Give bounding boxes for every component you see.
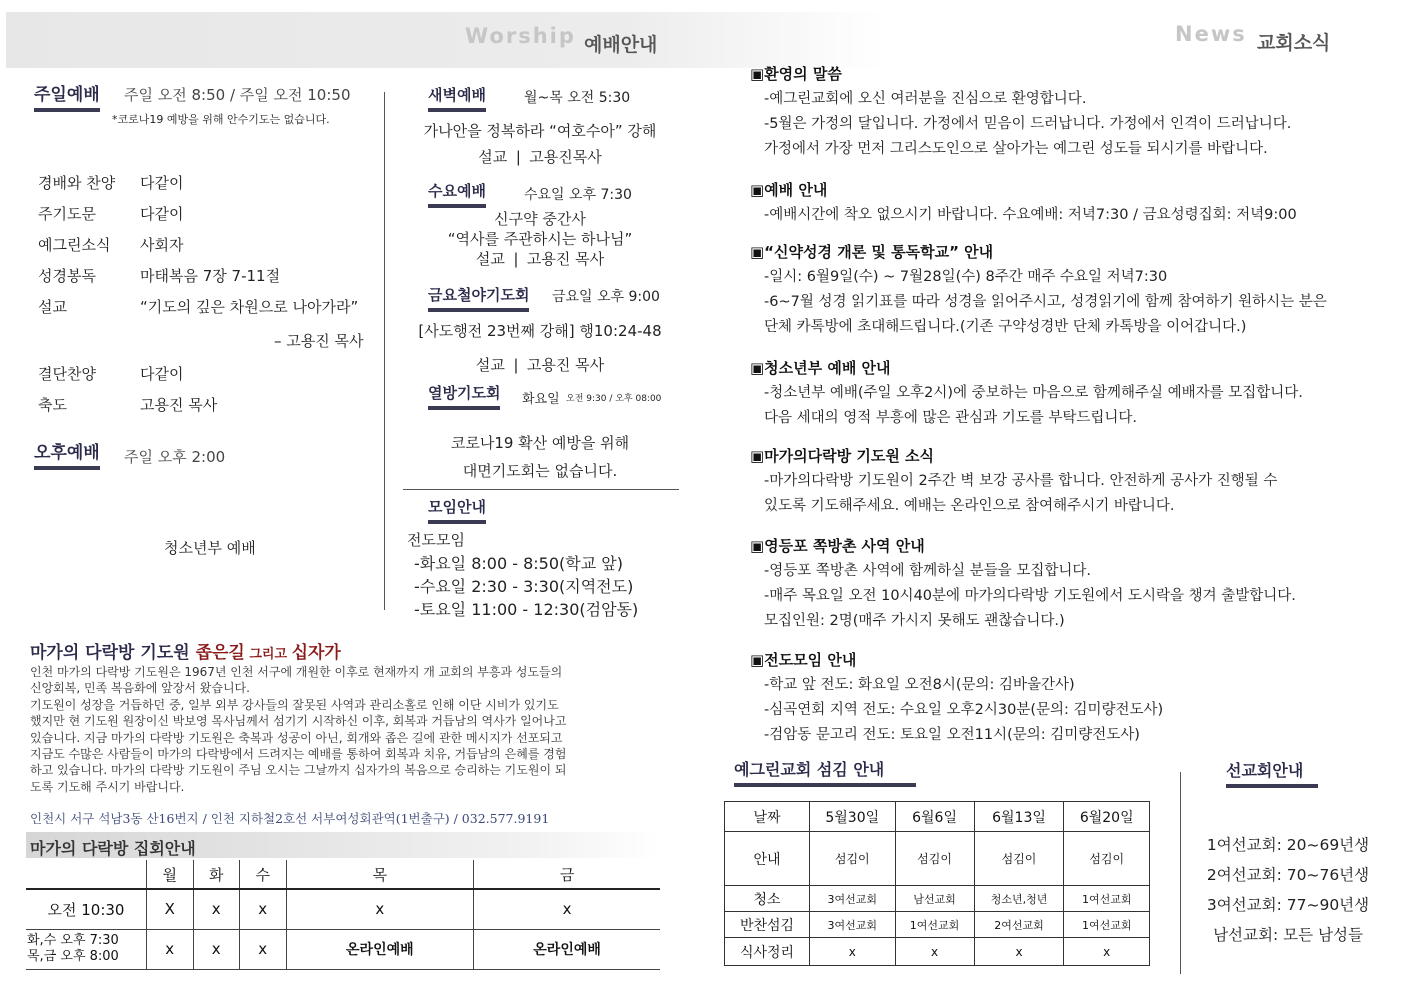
evangelism-meeting-head: 전도모임 [407,531,465,549]
meeting-item: -수요일 2:30 - 3:30(지역전도) [414,577,634,596]
news-item-line: 다음 세대의 영적 부흥에 많은 관심과 기도를 부탁드립니다. [764,410,1138,426]
dawn-worship-time: 월~목 오전 5:30 [524,90,631,106]
news-item [750,240,1327,340]
news-item-line: -심곡연회 지역 전도: 수요일 오후2시30분(문의: 김미량전도사) [764,702,1164,718]
sunday-note: *코로나19 예방을 위해 안수기도는 없습니다. [112,113,330,126]
serving-cell: 섬김이 [974,832,1064,886]
schedule-cell: x [193,929,240,969]
serving-cell: x [1064,938,1150,966]
schedule-cell: x [193,889,240,929]
nations-prayer-note2: 대면기도회는 없습니다. [462,462,618,480]
worship-order-row [38,234,183,255]
serving-cell: x [895,938,974,966]
news-item [750,648,1163,748]
worship-order-row [38,172,183,193]
news-item-line: -학교 앞 전도: 화요일 오전8시(문의: 김바울간사) [764,677,1075,693]
schedule-cell: x [147,929,194,969]
schedule-cell: 온라인예배 [474,929,660,969]
friday-preacher: 설교 ❘ 고용진 목사 [475,356,605,374]
serving-row-label: 반찬섬김 [725,912,810,938]
serving-cell: 1여선교회 [1064,886,1150,912]
worship-order-item: 성경봉독 [38,267,96,285]
serving-cell: x [810,938,896,966]
description-line: 인천 마가의 다락방 기도원은 1967년 인천 서구에 개원한 이후로 현재까지 개 교회의 부흥과 성도들의 [30,665,563,679]
serving-cell: x [974,938,1064,966]
worship-order-item: 결단찬양 [38,365,96,383]
serving-date: 6월6일 [895,802,974,832]
schedule-day: 월 [147,860,194,889]
news-item [750,444,1277,519]
worship-order-row [38,265,280,286]
schedule-day: 목 [286,860,474,889]
serving-row-label: 식사정리 [725,938,810,966]
mission-group: 남선교회: 모든 남성들 [1213,926,1363,944]
mission-group: 2여선교회: 70~76년생 [1206,866,1370,884]
meetings-divider [403,489,679,490]
friday-sermon: [사도행전 23번째 강해] 행10:24-48 [418,322,662,340]
schedule-day: 금 [474,860,660,889]
news-item-line: -5월은 가정의 달입니다. 가정에서 믿음이 드러납니다. 가정에서 인격이 드러납니다. [764,116,1292,132]
serving-cell: 2여선교회 [974,912,1064,938]
worship-header-band [6,12,886,68]
serving-date: 5월30일 [810,802,896,832]
schedule-row-label [26,929,147,969]
prayer-house-address: 인천시 서구 석남3동 산16번지 / 인천 지하철2호선 서부여성회관역(1번출구) / 032.577.9191 [30,811,550,826]
sunday-worship-title: 주일예배 [34,80,100,112]
description-line: 기도원이 성장을 거듭하던 중, 일부 외부 강사들의 잘못된 사역과 관리소홀로 인해 이단 시비가 있기도 [30,697,559,712]
description-line: 하고 있습니다. 마가의 다락방 기도원이 주님 오시는 그날까지 십자가의 복음으로 승리하는 기도원이 되 [30,763,567,778]
narrow-way: 좁은길 [195,643,245,663]
news-item-title: ▣환영의 말씀 [750,65,842,83]
news-item-line: -매주 목요일 오전 10시40분에 마가의다락방 기도원에서 도시락을 챙겨 출발합니다. [764,588,1296,604]
news-item-line: -예그린교회에 오신 여러분을 진심으로 환영합니다. [764,91,1087,107]
afternoon-worship-title: 오후예배 [34,438,100,470]
schedule-corner [26,860,147,889]
news-item-line: -검암동 문고리 전도: 토요일 오전11시(문의: 김미량전도사) [764,727,1140,743]
worship-order-row [38,363,183,384]
schedule-cell: x [286,889,474,929]
worship-order-who: 사회자 [140,236,184,254]
wednesday-worship-title: 수요예배 [428,180,486,208]
dawn-worship-title: 새벽예배 [428,84,486,112]
news-item-line: -영등포 쪽방촌 사역에 함께하실 분들을 모집합니다. [764,563,1092,579]
description-line: 했지만 현 기도원 원장이신 박보영 목사님께서 섬기기 시작하신 이후, 회복과 거듭남의 역사가 일어나고 [30,714,567,729]
news-item-line: 있도록 기도해주세요. 예배는 온라인으로 참여해주시기 바랍니다. [764,498,1175,514]
worship-order-who: 마태복음 7장 7-11절 [140,267,281,285]
mission-group: 3여선교회: 77~90년생 [1206,896,1370,914]
worship-order-who: 다같이 [140,205,184,223]
worship-order-who: “기도의 깊은 차원으로 나아가라” [140,298,359,316]
news-item-title: ▣“신약성경 개론 및 통독학교” 안내 [750,243,994,261]
schedule-day: 수 [240,860,287,889]
worship-order-item: 경배와 찬양 [38,174,116,192]
table-row [725,832,1150,886]
worship-order-who: 고용진 목사 [140,396,218,414]
news-item-line: -마가의다락방 기도원이 2주간 벽 보강 공사를 합니다. 안전하게 공사가 진행될 수 [764,473,1278,489]
evangelism-meeting-list [414,552,638,621]
schedule-cell: x [240,889,287,929]
wednesday-preacher: 설교 ❘ 고용진 목사 [475,250,605,268]
nations-prayer-note1: 코로나19 확산 예방을 위해 [450,434,630,452]
missions-title: 선교회안내 [1226,758,1318,788]
worship-order-item: 축도 [38,396,67,414]
missions-list [1190,830,1386,950]
cross: 십자가 [291,643,341,663]
serving-cell: 청소년,청년 [974,886,1064,912]
nations-prayer-title: 열방기도회 [428,382,500,410]
friday-prayer-time: 금요일 오후 9:00 [552,289,660,305]
schedule-row-label-line: 목,금 오후 8:00 [27,949,119,964]
worship-order-item: 설교 [38,298,67,316]
news-item-line: -청소년부 예배(주일 오후2시)에 중보하는 마음으로 함께해주실 예배자를 모집합니다. [764,385,1303,401]
worship-order-item: 주기도문 [38,205,96,223]
table-row [26,889,660,929]
table-row [725,886,1150,912]
sunday-worship-times: 주일 오전 8:50 / 주일 오전 10:50 [124,86,351,104]
schedule-day: 화 [193,860,240,889]
table-row [26,929,660,969]
meeting-item: -토요일 11:00 - 12:30(검암동) [414,600,639,619]
description-line: 신앙회복, 민족 복음화에 앞장서 왔습니다. [30,681,250,696]
description-line: 지금도 수많은 사람들이 마가의 다락방에서 드려지는 예배를 통하여 회복과 치유, 거듭남의 은혜를 경험 [30,747,567,762]
worship-order-who: 다같이 [140,174,184,192]
serving-date: 6월13일 [974,802,1064,832]
table-row [725,912,1150,938]
news-item-line: 단체 카톡방에 초대해드립니다.(기존 구약성경반 단체 카톡방을 이어갑니다.) [764,319,1247,335]
missions-divider [1180,772,1181,974]
news-item [750,356,1303,431]
schedule-cell: x [474,889,660,929]
meeting-item: -화요일 8:00 - 8:50(학교 앞) [414,554,623,573]
nations-prayer-day: 화요일 [522,392,560,407]
news-header-ko: 교회소식 [1257,32,1331,54]
description-line: 있습니다. 지금 마가의 다락방 기도원은 축복과 성공이 아닌, 회개와 좁은 길에 관한 메시지가 선포되고 [30,730,563,745]
schedule-cell: x [240,929,287,969]
serving-cell: 1여선교회 [895,912,974,938]
news-item-line: 가정에서 가장 먼저 그리스도인으로 살아가는 예그린 성도들 되시기를 바랍니다. [764,141,1268,157]
serving-cell: 섬김이 [810,832,896,886]
serving-cell: 3여선교회 [810,886,896,912]
serving-title: 예그린교회 섬김 안내 [734,757,916,787]
sermon-preacher: – 고용진 목사 [274,332,364,350]
news-item [750,534,1296,634]
schedule-cell: 온라인예배 [286,929,474,969]
prayer-house-name: 마가의 다락방 기도원 [30,643,196,663]
worship-order-item: 예그린소식 [38,236,111,254]
serving-table [724,801,1150,966]
news-item-line: -예배시간에 착오 없으시기 바랍니다. 수요예배: 저녁7:30 / 금요성령집회: 저녁9:00 [764,207,1297,223]
dawn-preacher: 설교 ❘ 고용진목사 [478,148,602,166]
afternoon-worship-time: 주일 오후 2:00 [124,448,226,466]
serving-cell: 섬김이 [895,832,974,886]
news-item-title: ▣영등포 쪽방촌 사역 안내 [750,537,925,555]
prayer-house-title [30,638,341,663]
friday-prayer-title: 금요철야기도회 [428,284,529,312]
news-item-line: -6~7월 성경 읽기표를 따라 성경을 읽어주시고, 성경읽기에 함께 참여하기 원하시는 분은 [764,294,1327,310]
nations-prayer-time: 오전 9:30 / 오후 08:00 [566,394,662,404]
serving-date: 6월20일 [1064,802,1150,832]
wednesday-series: 신구약 중간사 [494,210,586,228]
schedule-table [26,860,660,970]
wednesday-worship-time: 수요일 오후 7:30 [524,187,632,203]
worship-header-ko: 예배안내 [584,34,658,56]
news-item [750,178,1297,228]
news-item-title: ▣전도모임 안내 [750,651,857,669]
news-item-title: ▣예배 안내 [750,181,828,199]
worship-header-en: Worship [465,24,576,48]
news-item-title: ▣마가의다락방 기도원 소식 [750,447,935,465]
description-line: 도록 기도해 주시기 바랍니다. [30,779,185,794]
dawn-sermon-series: 가나안을 정복하라 “여호수아” 강해 [423,122,657,140]
and-text: 그리고 [244,647,292,662]
serving-row-label: 안내 [725,832,810,886]
wednesday-sermon-title: “역사를 주관하시는 하나님” [447,230,633,248]
schedule-row-label: 오전 10:30 [26,889,147,929]
news-header-en: News [1175,22,1247,46]
serving-row-label: 청소 [725,886,810,912]
serving-header-label: 날짜 [725,802,810,832]
prayer-house-description [30,664,566,795]
youth-worship: 청소년부 예배 [164,539,256,557]
schedule-cell: X [147,889,194,929]
schedule-row-label-line: 화,수 오후 7:30 [27,933,119,948]
serving-cell: 1여선교회 [1064,912,1150,938]
news-item-title: ▣청소년부 예배 안내 [750,359,891,377]
worship-order-row [38,203,183,224]
worship-order-who: 다같이 [140,365,184,383]
column-divider [384,92,385,610]
meetings-title: 모임안내 [428,496,486,524]
serving-cell: 3여선교회 [810,912,896,938]
serving-cell: 남선교회 [895,886,974,912]
worship-order-row [38,394,217,415]
table-row [725,938,1150,966]
worship-order-row [38,296,358,317]
news-item [750,62,1291,162]
mission-group: 1여선교회: 20~69년생 [1206,836,1370,854]
news-item-line: -일시: 6월9일(수) ~ 7월28일(수) 8주간 매주 수요일 저녁7:30 [764,269,1168,285]
news-item-line: 모집인원: 2명(매주 가시지 못해도 괜찮습니다.) [764,613,1065,629]
serving-cell: 섬김이 [1064,832,1150,886]
schedule-title: 마가의 다락방 집회안내 [30,839,196,858]
